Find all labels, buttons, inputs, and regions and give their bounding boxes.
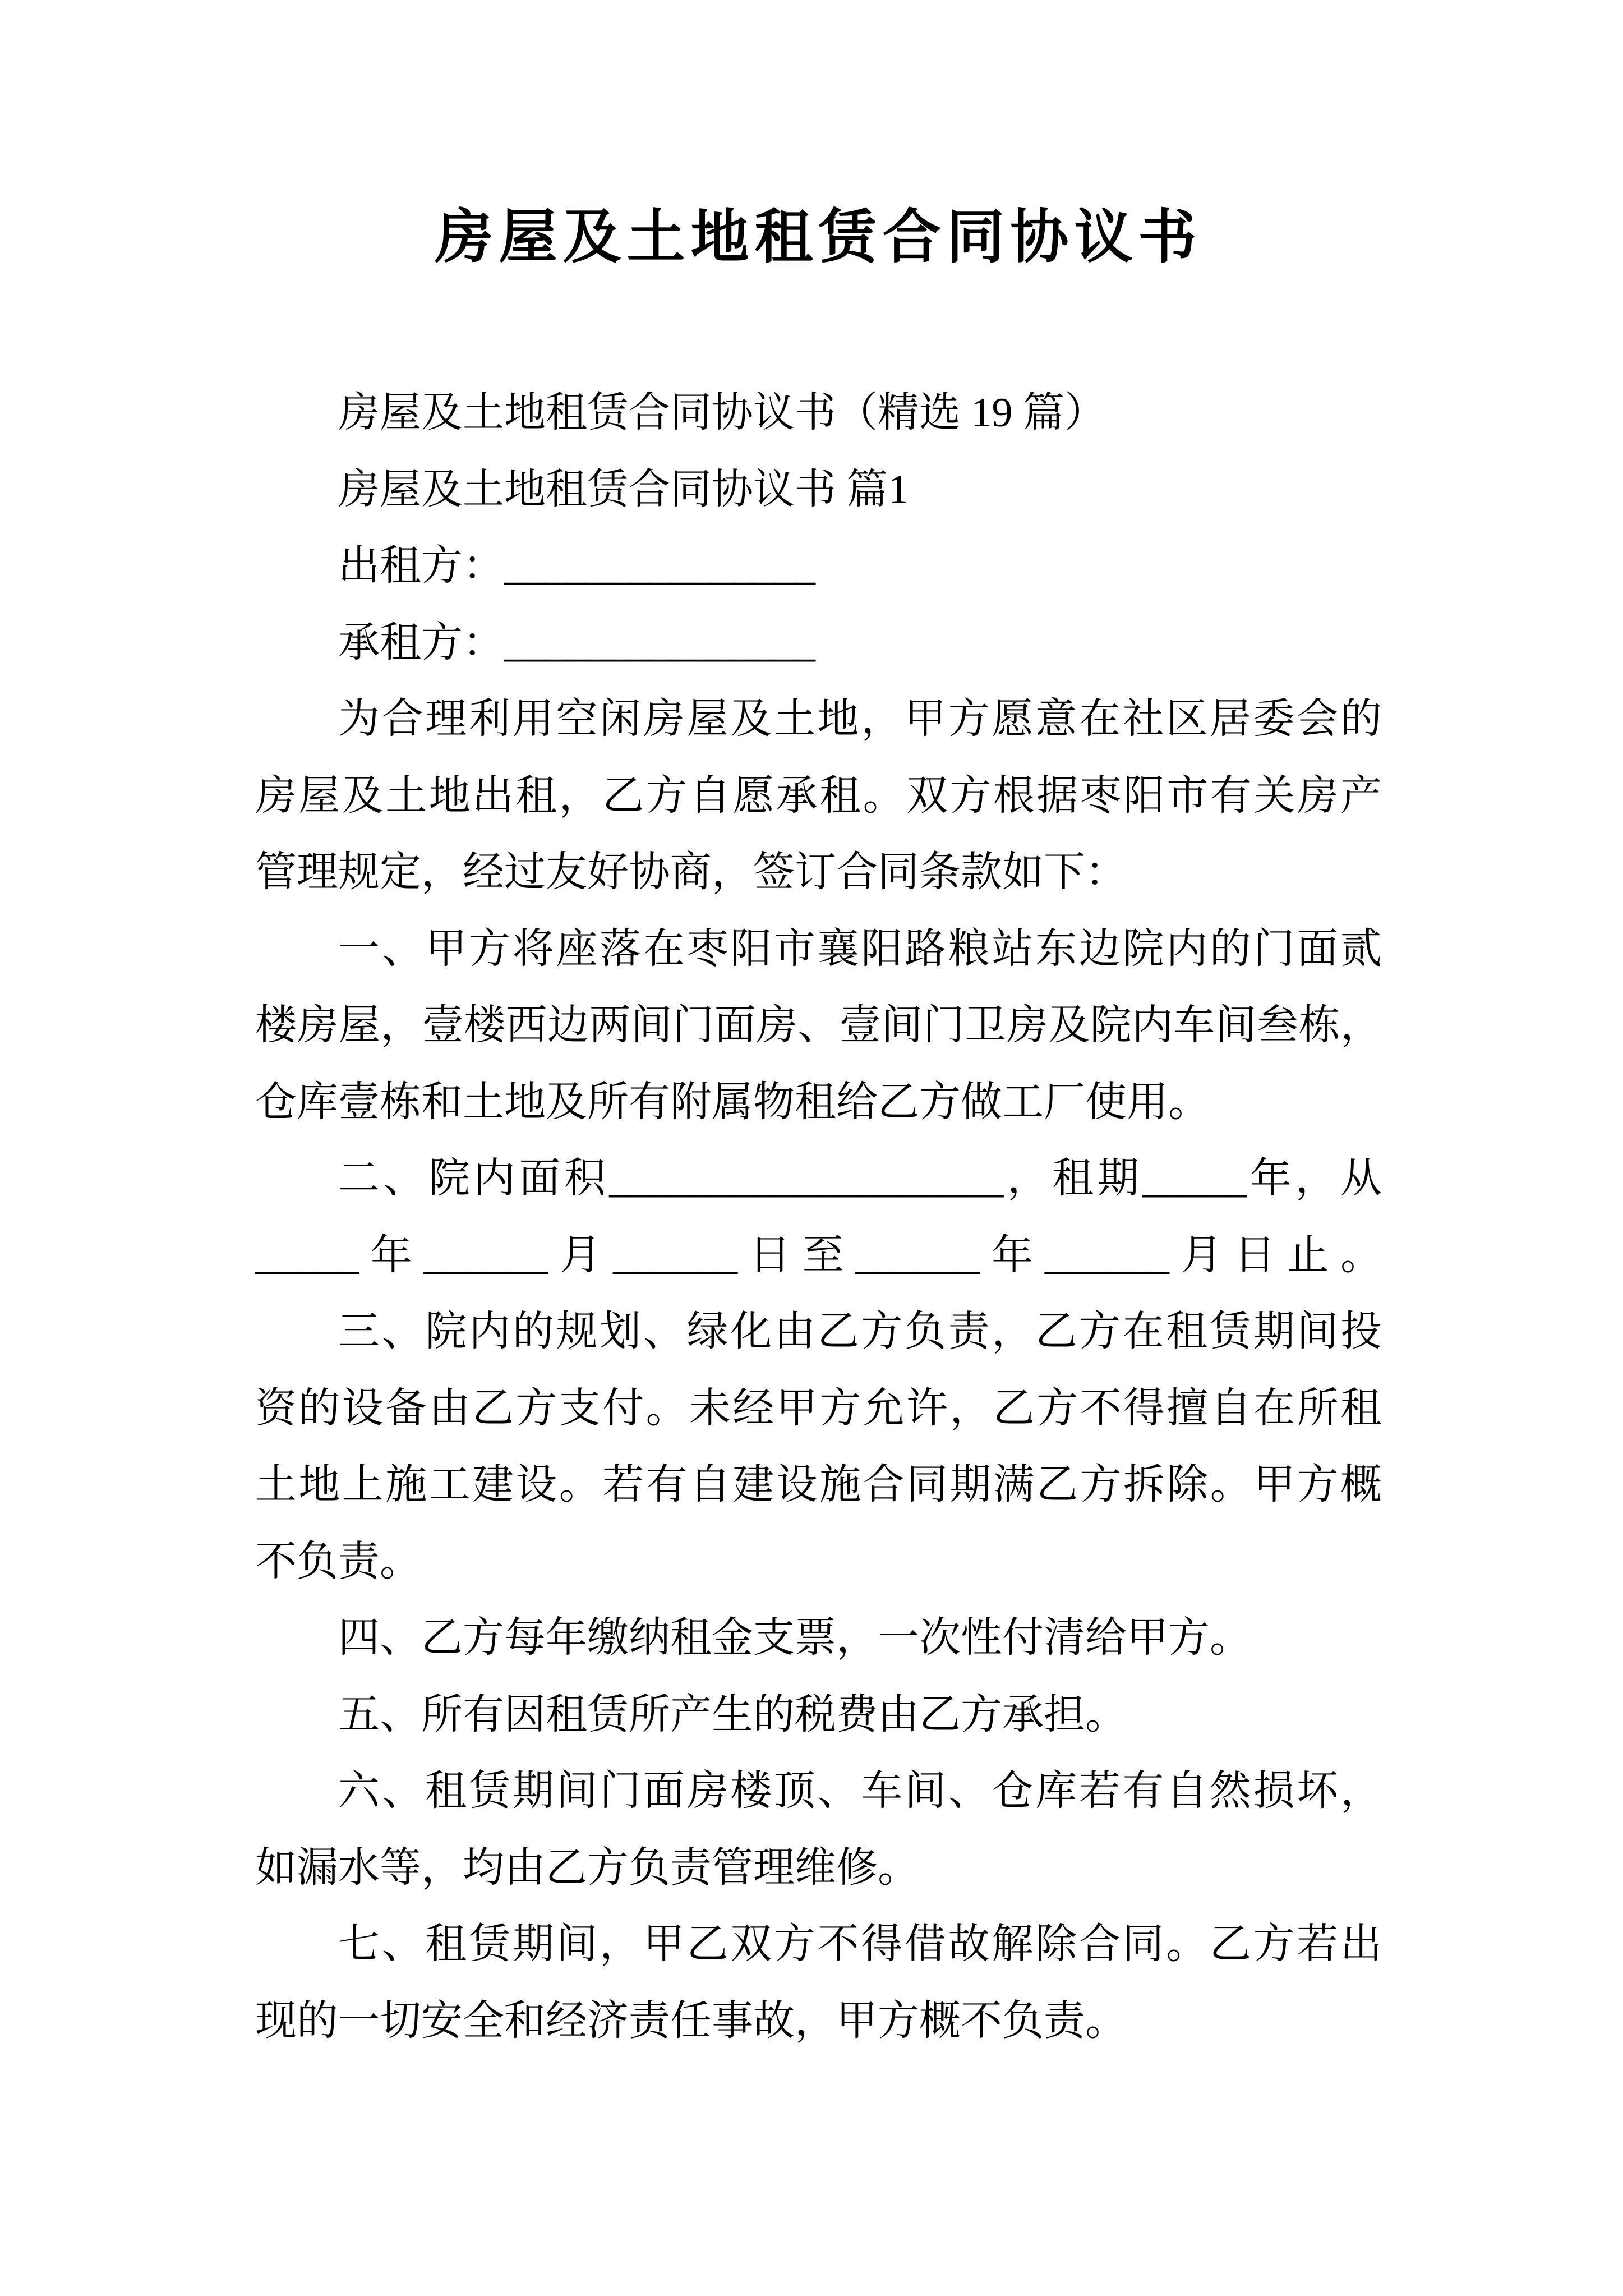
text-line: 六、租赁期间门面房楼顶、车间、仓库若有自然损坏，: [338, 1768, 1382, 1814]
text-line: 不负责。: [255, 1538, 421, 1585]
text-line: 仓库壹栋和土地及所有附属物租给乙方做工厂使用。: [255, 1079, 1210, 1125]
text-line: 土地上施工建设。若有自建设施合同期满乙方拆除。甲方概: [255, 1462, 1382, 1508]
text-line: 三、院内的规划、绿化由乙方负责，乙方在租赁期间投: [338, 1309, 1382, 1355]
text-line: 如漏水等，均由乙方负责管理维修。: [255, 1844, 919, 1891]
text-line: 资的设备由乙方支付。未经甲方允许，乙方不得擅自在所租: [255, 1385, 1382, 1432]
text-line: 房屋及土地出租，乙方自愿承租。双方根据枣阳市有关房产: [255, 772, 1382, 819]
text-line: 七、租赁期间，甲乙双方不得借故解除合同。乙方若出: [338, 1921, 1382, 1967]
text-line: 出租方：_______________: [338, 543, 815, 589]
text-line: 四、乙方每年缴纳租金支票，一次性付清给甲方。: [338, 1615, 1251, 1661]
text-line: 房屋及土地租赁合同协议书 篇1: [338, 466, 909, 513]
text-line: 楼房屋，壹楼西边两间门面房、壹间门卫房及院内车间叁栋，: [255, 1002, 1382, 1048]
text-line: 为合理利用空闲房屋及土地，甲方愿意在社区居委会的: [338, 696, 1382, 742]
text-line: 五、所有因租赁所产生的税费由乙方承担。: [338, 1691, 1127, 1738]
text-line: 二、院内面积___________________，租期_____年，从: [338, 1156, 1382, 1202]
text-line: _____年______月______日至______年______月日止。: [255, 1232, 1382, 1278]
text-line: 承租方：_______________: [338, 619, 815, 666]
document-title: 房屋及土地租赁合同协议书: [435, 205, 1202, 270]
text-line: 管理规定，经过友好协商，签订合同条款如下：: [255, 849, 1127, 895]
text-line: 现的一切安全和经济责任事故，甲方概不负责。: [255, 1998, 1127, 2044]
text-line: 一、甲方将座落在枣阳市襄阳路粮站东边院内的门面贰: [338, 926, 1382, 972]
document-body: [255, 375, 1382, 2059]
text-line: 房屋及土地租赁合同协议书（精选 19 篇）: [338, 390, 1106, 436]
